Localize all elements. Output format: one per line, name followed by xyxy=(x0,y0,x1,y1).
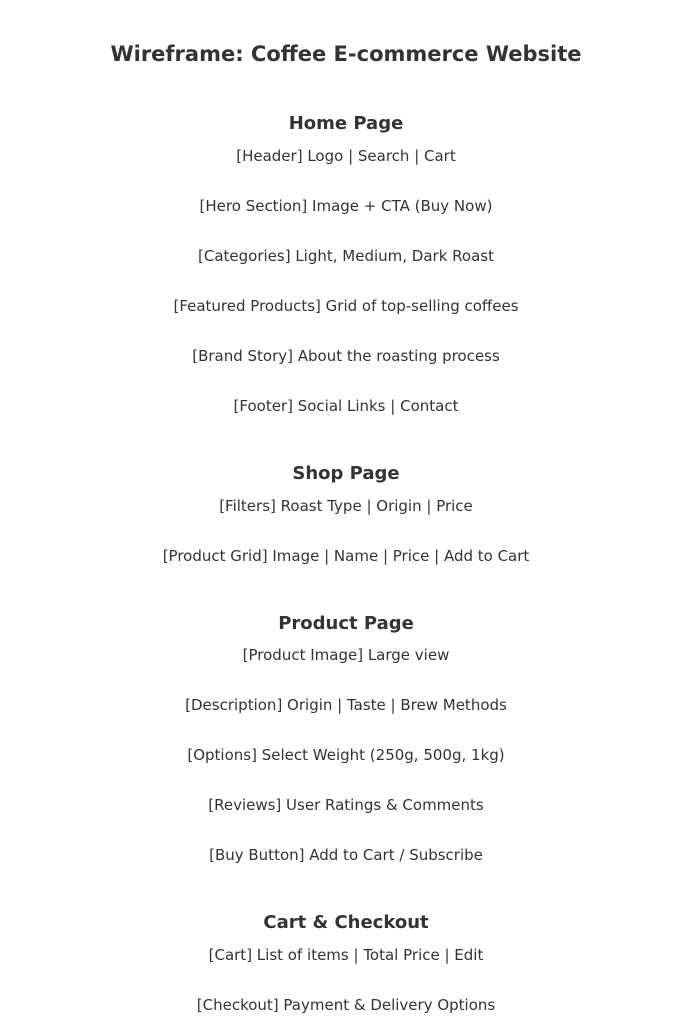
page-title: Wireframe: Coffee E-commerce Website xyxy=(110,42,582,66)
home-line-featured: [Featured Products] Grid of top-selling coffees xyxy=(173,297,519,315)
section-heading-home: Home Page xyxy=(288,113,404,134)
home-line-footer: [Footer] Social Links | Contact xyxy=(233,397,459,415)
home-line-categories: [Categories] Light, Medium, Dark Roast xyxy=(198,247,494,265)
product-line-reviews: [Reviews] User Ratings & Comments xyxy=(208,796,484,814)
home-line-header: [Header] Logo | Search | Cart xyxy=(236,147,456,165)
product-line-description: [Description] Origin | Taste | Brew Methods xyxy=(185,696,507,714)
shop-line-filters: [Filters] Roast Type | Origin | Price xyxy=(219,497,473,515)
cart-line-checkout: [Checkout] Payment & Delivery Options xyxy=(196,996,496,1014)
section-heading-cart-checkout: Cart & Checkout xyxy=(263,912,429,933)
cart-line-cart: [Cart] List of items | Total Price | Edit xyxy=(208,946,484,964)
section-heading-shop: Shop Page xyxy=(292,463,400,484)
section-heading-product: Product Page xyxy=(278,613,414,634)
home-line-brand-story: [Brand Story] About the roasting process xyxy=(192,347,500,365)
product-line-buy-button: [Buy Button] Add to Cart / Subscribe xyxy=(209,846,483,864)
product-line-image: [Product Image] Large view xyxy=(242,646,450,664)
home-line-hero: [Hero Section] Image + CTA (Buy Now) xyxy=(199,197,493,215)
product-line-options: [Options] Select Weight (250g, 500g, 1kg) xyxy=(187,746,505,764)
shop-line-product-grid: [Product Grid] Image | Name | Price | Add to Cart xyxy=(162,547,530,565)
